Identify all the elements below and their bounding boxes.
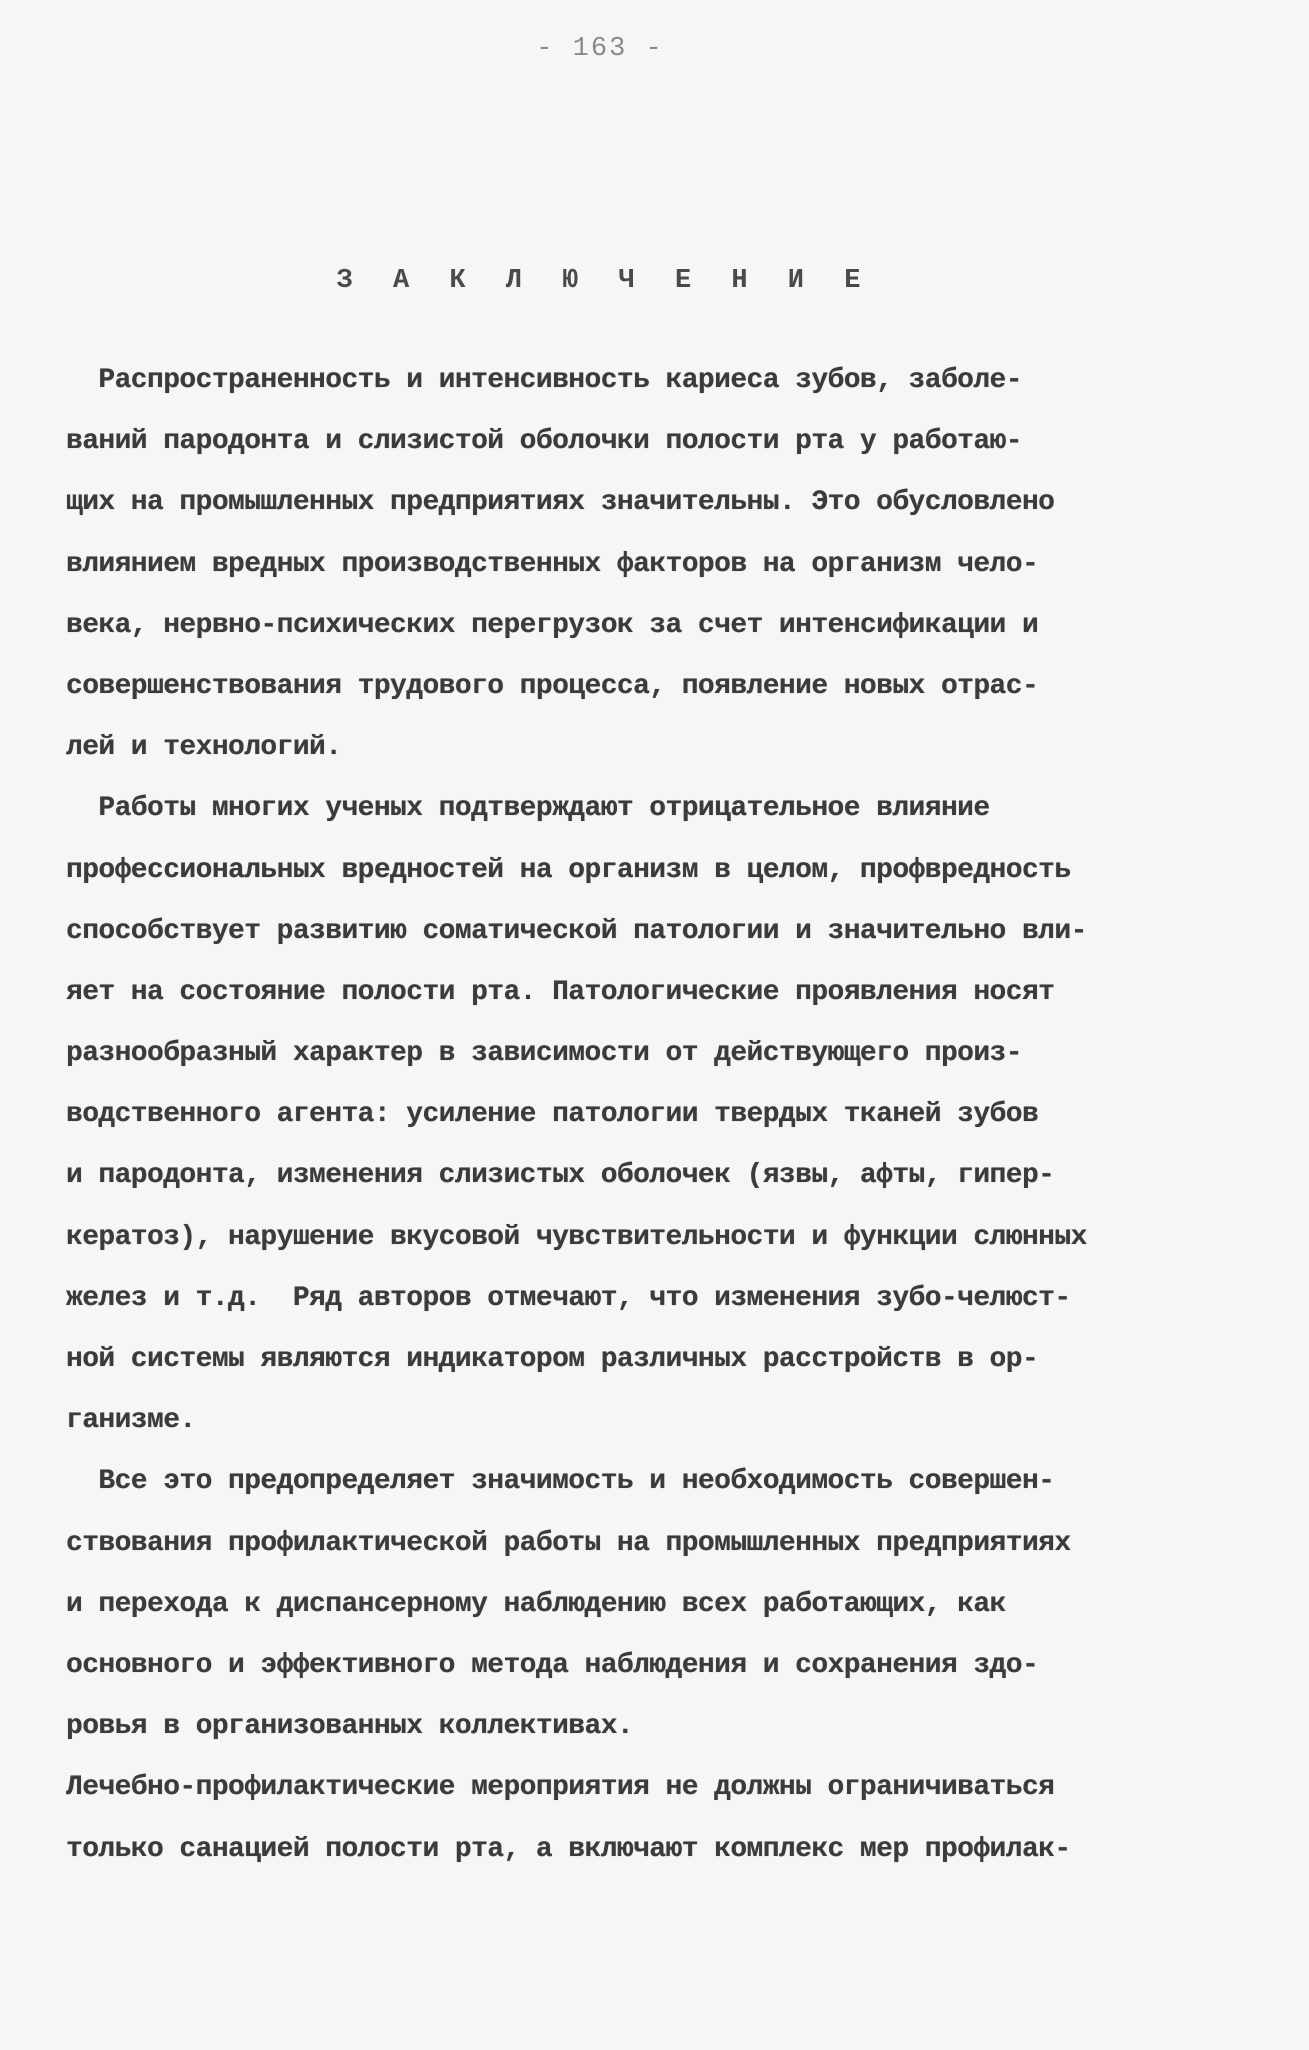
text-line: Лечебно-профилактические мероприятия не должны ограничиваться — [66, 1772, 1055, 1804]
text-line: века, нервно-психических перегрузок за счет интенсификации и — [66, 609, 1039, 641]
text-line: Все это предопределяет значимость и необходимость совершен- — [66, 1466, 1055, 1498]
text-line: ваний пародонта и слизистой оболочки полости рта у работаю- — [66, 426, 1022, 458]
text-line: влиянием вредных производственных факторов на организм чело- — [66, 548, 1039, 580]
text-line: способствует развитию соматической патологии и значительно вли- — [66, 915, 1087, 947]
text-line: основного и эффективного метода наблюдения и сохранения здо- — [66, 1649, 1039, 1681]
text-line: ной системы являются индикатором различных расстройств в ор- — [66, 1344, 1039, 1375]
text-line: ствования профилактической работы на промышленных предприятиях — [66, 1527, 1071, 1559]
text-line: только санацией полости рта, а включают комплекс мер профилак- — [66, 1833, 1071, 1865]
text-line: щих на промышленных предприятиях значительны. Это обусловлено — [66, 487, 1055, 519]
text-line: совершенствования трудового процесса, появление новых отрас- — [66, 670, 1039, 702]
section-heading: З А К Л Ю Ч Е Н И Е — [336, 266, 873, 296]
text-line: и пародонта, изменения слизистых оболочек (язвы, афты, гипер- — [66, 1160, 1055, 1192]
text-line: водственного агента: усиление патологии твердых тканей зубов — [66, 1099, 1039, 1131]
text-line: и перехода к диспансерному наблюдению всех работающих, как — [66, 1588, 1006, 1620]
text-line: лей и технологий. — [66, 732, 342, 764]
text-line: Распространенность и интенсивность кариеса зубов, заболе- — [66, 365, 1022, 396]
text-line: профессиональных вредностей на организм в целом, профвредность — [66, 854, 1071, 886]
text-line: Работы многих ученых подтверждают отрицательное влияние — [66, 793, 990, 825]
text-line: разнообразный характер в зависимости от действующего произ- — [66, 1038, 1022, 1070]
text-line: ганизме. — [66, 1405, 196, 1437]
text-line: желез и т.д. Ряд авторов отмечают, что изменения зубо-челюст- — [66, 1282, 1071, 1314]
page-number: - 163 - — [536, 34, 664, 64]
text-line: кератоз), нарушение вкусовой чувствительности и функции слюнных — [66, 1221, 1087, 1253]
text-line: яет на состояние полости рта. Патологические проявления носят — [66, 976, 1055, 1008]
body-text — [66, 350, 1246, 1880]
text-line: ровья в организованных коллективах. — [66, 1711, 634, 1743]
